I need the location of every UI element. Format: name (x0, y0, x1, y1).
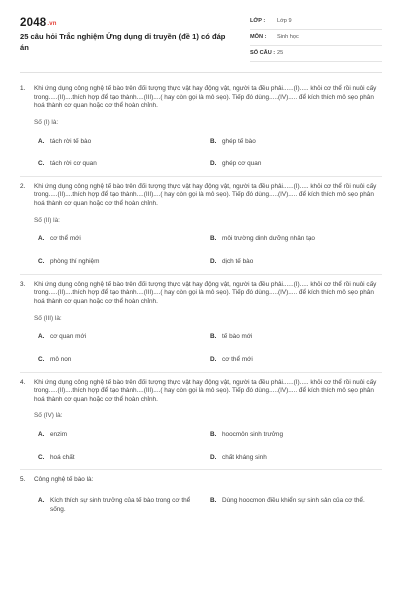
answer-options (38, 138, 382, 169)
question-text: Khi ứng dụng công nghệ tế bào trên đối tượng thực vật hay động vật, người ta đều phải......(I)..... khỏi cơ thể rồi nuôi cấy trong.....(II)....thích hợp để tạo thành....(III)....( hay còn gọi là mô sẹo). Tiếp đó dùng.....(IV)..... để kích thích mô sẹo phân hoá thành cơ quan hoặc cơ thể hoàn chỉnh. (34, 182, 377, 208)
option-c[interactable] (38, 356, 210, 365)
question-4 (20, 373, 382, 471)
option-b[interactable] (210, 235, 382, 244)
document-meta (250, 14, 382, 62)
question-number: 5. (20, 476, 26, 484)
option-a[interactable] (38, 138, 210, 147)
question-text: Công nghệ tế bào là: (34, 476, 94, 484)
option-letter: B. (210, 497, 217, 505)
option-letter: D. (210, 258, 217, 266)
option-b[interactable] (210, 497, 382, 514)
option-letter: B. (210, 137, 217, 145)
option-letter: B. (210, 333, 217, 341)
option-text: cơ thể mới (222, 355, 253, 363)
question-1 (20, 79, 382, 177)
option-text: cơ thể mới (50, 235, 81, 243)
option-text: enzim (50, 431, 68, 439)
option-text: hoocmôn sinh trưởng (222, 431, 284, 439)
document-header (20, 0, 382, 73)
option-text: tách rời tế bào (50, 137, 92, 145)
option-text: mô non (50, 355, 72, 363)
meta-subject (250, 30, 382, 46)
answer-options (38, 333, 382, 364)
option-letter: C. (38, 453, 45, 461)
question-list (20, 73, 382, 521)
option-letter: C. (38, 160, 45, 168)
option-d[interactable] (210, 454, 382, 463)
meta-class (250, 14, 382, 30)
option-text: hoá chất (50, 453, 75, 461)
question-prompt: Số (IV) là: (34, 412, 63, 420)
option-text: dịch tế bào (222, 258, 254, 266)
meta-count (250, 46, 382, 62)
option-text: tách rời cơ quan (50, 160, 97, 168)
question-number: 2. (20, 182, 26, 190)
option-text: phòng thí nghiệm (50, 258, 100, 266)
option-text: tế bào mới (222, 333, 253, 341)
option-a[interactable] (38, 497, 210, 514)
option-b[interactable] (210, 333, 382, 342)
option-letter: A. (38, 235, 45, 243)
option-a[interactable] (38, 235, 210, 244)
site-logo[interactable]: 2048.vn (20, 17, 57, 29)
meta-value: Sinh học (277, 33, 299, 40)
question-3 (20, 275, 382, 373)
option-d[interactable] (210, 160, 382, 169)
option-text: Dùng hoocmon điều khiển sự sinh sản của cơ thể. (222, 497, 365, 505)
question-prompt: Số (III) là: (34, 314, 62, 322)
option-b[interactable] (210, 138, 382, 147)
option-text: chất kháng sinh (222, 453, 267, 461)
question-number: 4. (20, 378, 26, 386)
question-number: 3. (20, 280, 26, 288)
meta-label: MÔN : (250, 33, 267, 40)
question-text: Khi ứng dụng công nghệ tế bào trên đối tượng thực vật hay động vật, người ta đều phải......(I)..... khỏi cơ thể rồi nuôi cấy trong.....(II)....thích hợp để tạo thành....(III)....( hay còn gọi là mô sẹo). Tiếp đó dùng.....(IV)..... để kích thích mô sẹo phân hoá thành cơ quan hoặc cơ thể hoàn chỉnh. (34, 85, 377, 110)
option-letter: D. (210, 355, 217, 363)
option-b[interactable] (210, 431, 382, 440)
answer-options (38, 235, 382, 266)
option-text: cơ quan mới (50, 333, 87, 341)
question-2 (20, 177, 382, 275)
answer-options (38, 497, 382, 514)
option-letter: C. (38, 258, 45, 266)
option-a[interactable] (38, 333, 210, 342)
option-a[interactable] (38, 431, 210, 440)
question-text: Khi ứng dụng công nghệ tế bào trên đối tượng thực vật hay động vật, người ta đều phải......(I)..... khỏi cơ thể rồi nuôi cấy trong.....(II)....thích hợp để tạo thành....(III)....( hay còn gọi là mô sẹo). Tiếp đó dùng.....(IV)..... để kích thích mô sẹo phân hoá thành cơ quan hoặc cơ thể hoàn chỉnh. (34, 378, 377, 403)
question-prompt: Số (II) là: (34, 216, 60, 224)
option-d[interactable] (210, 356, 382, 365)
meta-label: SỐ CÂU : (250, 49, 276, 56)
question-5 (20, 470, 382, 521)
option-letter: D. (210, 160, 217, 168)
option-letter: D. (210, 453, 217, 461)
option-text: môi trường dinh dưỡng nhân tạo (222, 235, 315, 243)
option-letter: C. (38, 355, 45, 363)
option-letter: A. (38, 497, 45, 505)
option-letter: B. (210, 431, 217, 439)
meta-value: 25 (277, 49, 284, 56)
option-text: Kích thích sự sinh trưởng của tế bào trong cơ thể sống. (50, 497, 191, 513)
option-letter: A. (38, 333, 45, 341)
option-letter: A. (38, 431, 45, 439)
option-c[interactable] (38, 160, 210, 169)
question-prompt: Số (I) là: (34, 118, 59, 126)
question-text: Khi ứng dụng công nghệ tế bào trên đối tượng thực vật hay động vật, người ta đều phải......(I)..... khỏi cơ thể rồi nuôi cấy trong.....(II)....thích hợp để tạo thành....(III)....( hay còn gọi là mô sẹo). Tiếp đó dùng.....(IV)..... để kích thích mô sẹo phân hoá thành cơ quan hoặc cơ thể hoàn chỉnh. (34, 280, 377, 305)
meta-label: LỚP : (250, 17, 266, 24)
option-text: ghép cơ quan (222, 160, 262, 168)
answer-options (38, 431, 382, 462)
option-letter: B. (210, 235, 217, 243)
document-title: 25 câu hỏi Trắc nghiệm Ứng dụng di truyền (đề 1) có đáp án (20, 32, 226, 52)
meta-value: Lớp 9 (277, 17, 292, 24)
option-letter: A. (38, 137, 45, 145)
option-d[interactable] (210, 258, 382, 267)
option-text: ghép tế bào (222, 137, 256, 145)
question-number: 1. (20, 85, 26, 92)
option-c[interactable] (38, 454, 210, 463)
option-c[interactable] (38, 258, 210, 267)
